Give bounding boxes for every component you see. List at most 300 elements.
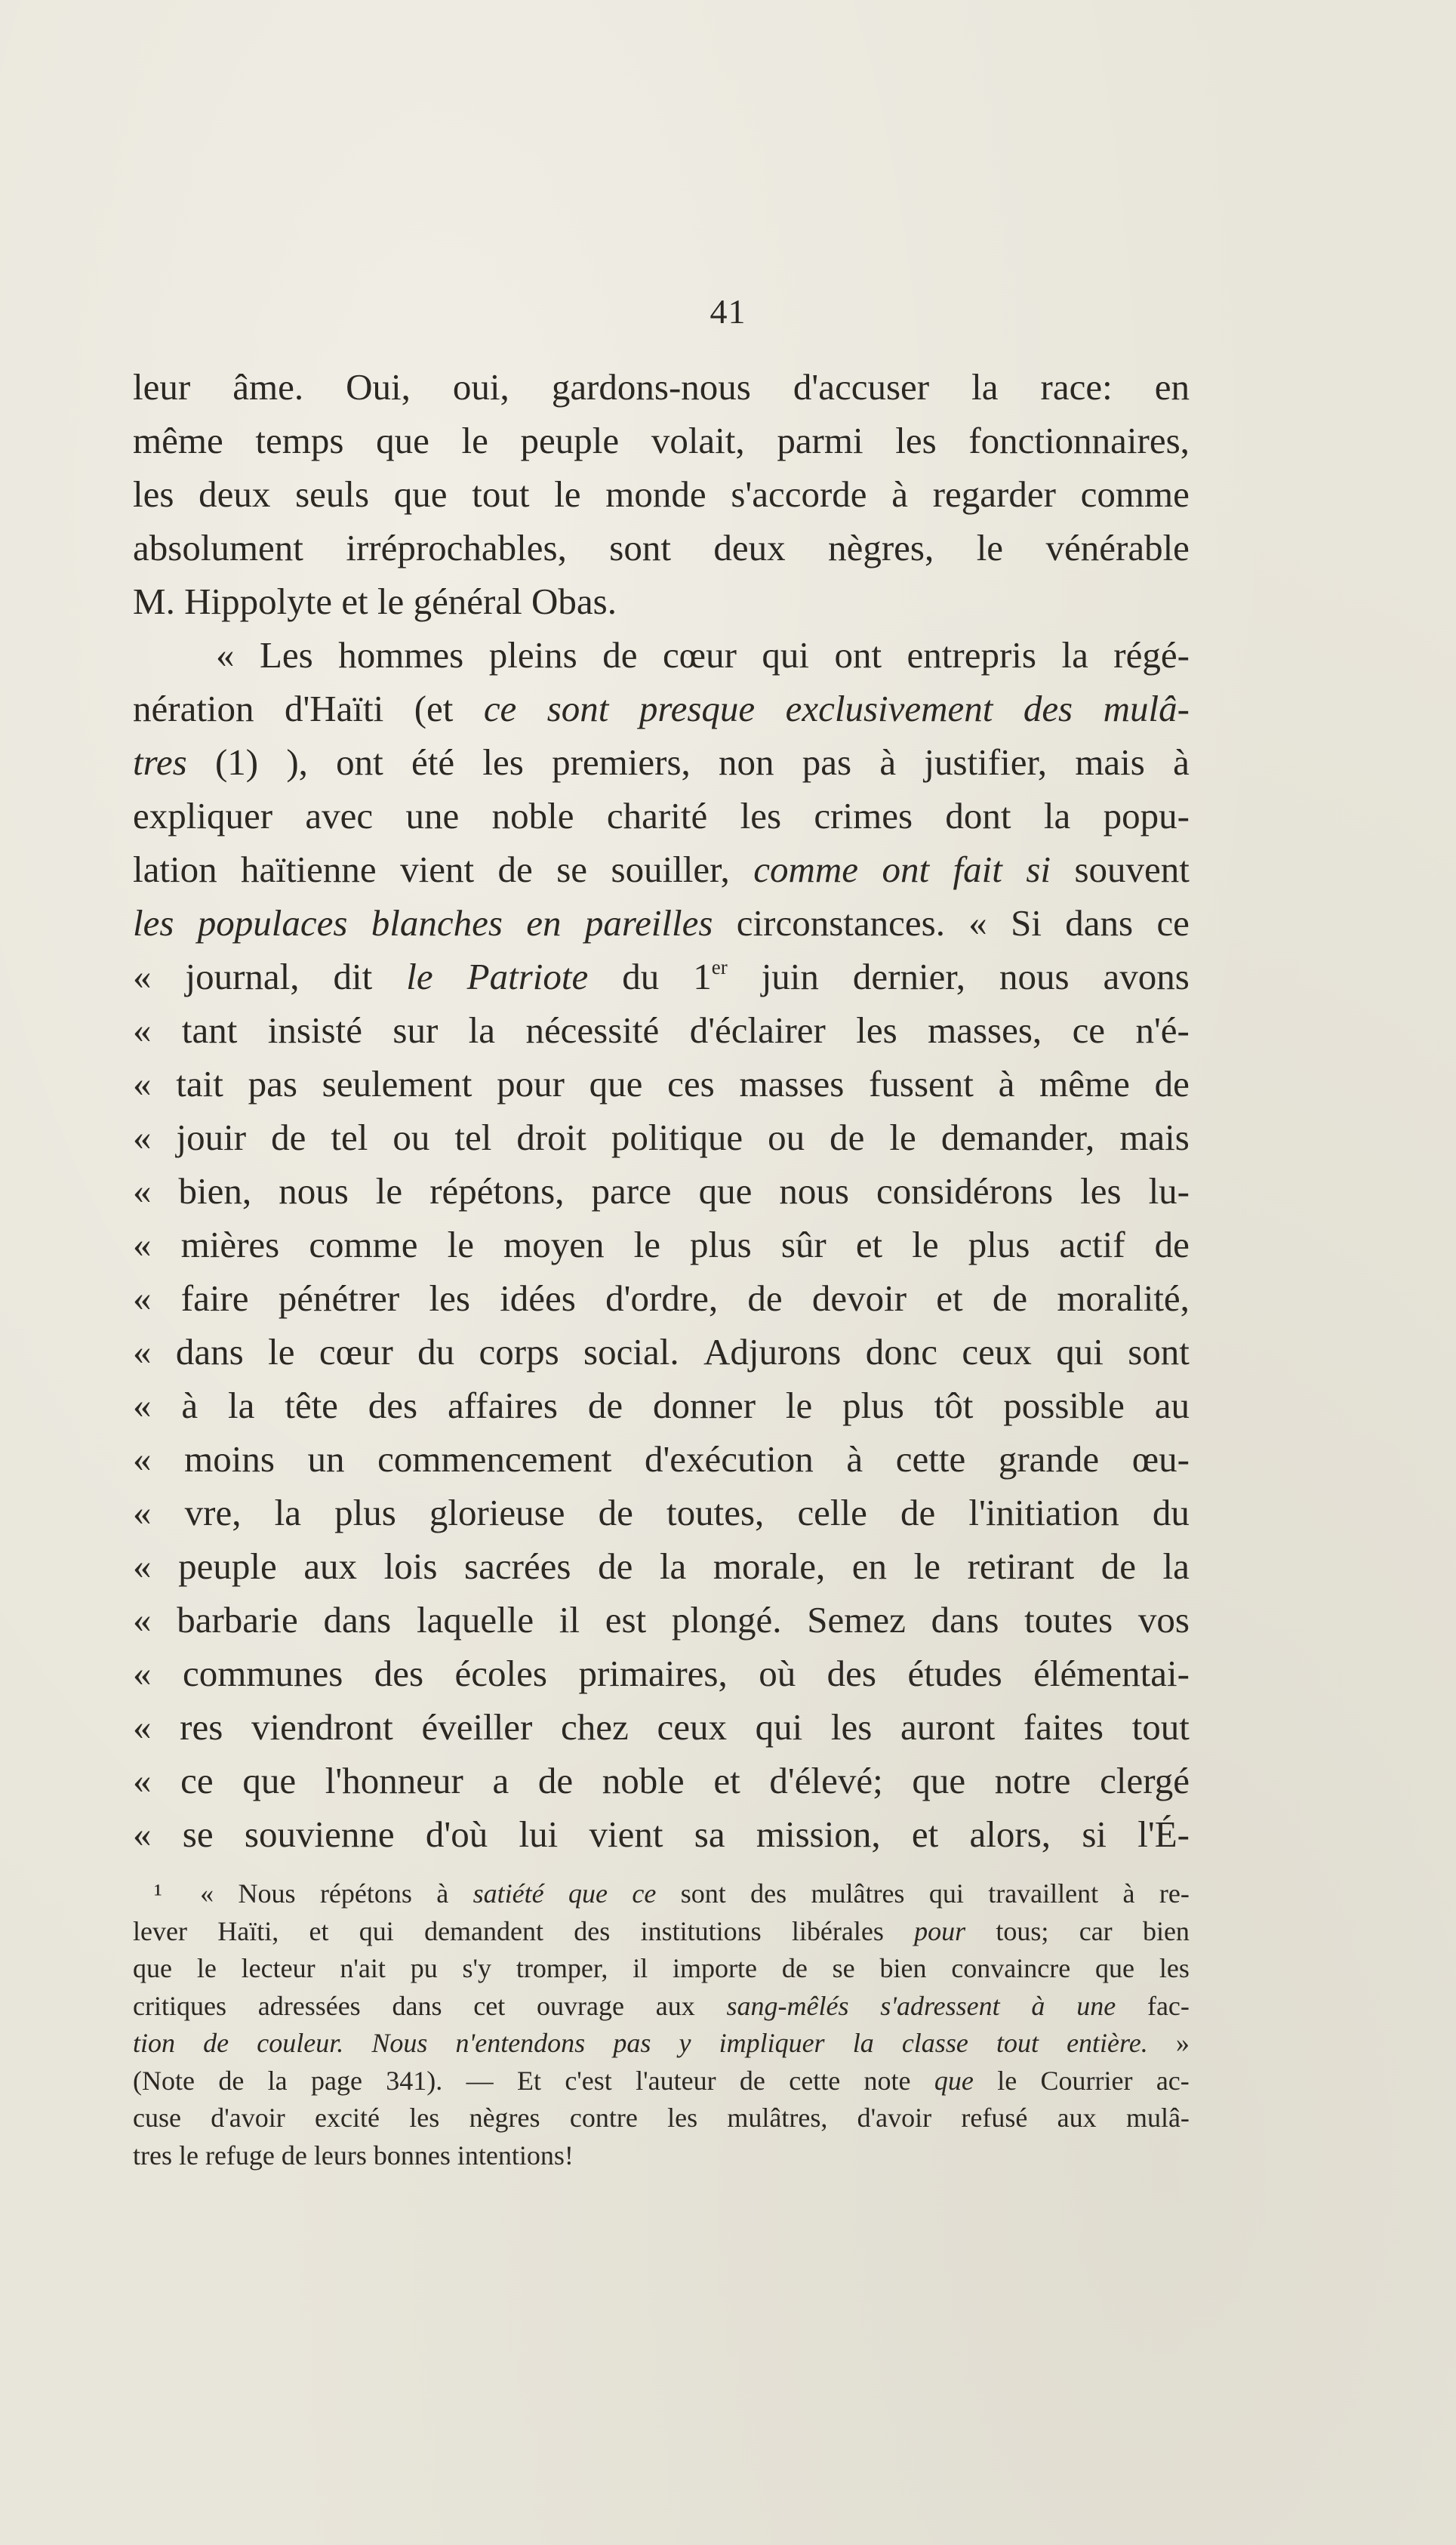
word: les xyxy=(1159,1953,1190,1983)
text-line xyxy=(133,1754,1190,1807)
word: peuple xyxy=(178,1545,277,1587)
word: cœur xyxy=(662,634,737,676)
word: pénétrer xyxy=(278,1277,400,1319)
word: « xyxy=(133,1331,152,1373)
word: les xyxy=(482,741,524,783)
word: « xyxy=(133,1545,152,1587)
word: satiété xyxy=(473,1878,544,1909)
word: primaires, xyxy=(578,1653,728,1694)
word: « xyxy=(133,1385,152,1426)
word: âme. xyxy=(232,366,304,408)
word: possible xyxy=(1003,1385,1125,1426)
footnote-line xyxy=(133,1875,1190,1913)
word: été xyxy=(411,741,455,783)
word: que xyxy=(934,2065,974,2096)
word: à xyxy=(436,1878,449,1909)
word: si xyxy=(1082,1813,1107,1855)
word: du xyxy=(622,956,660,997)
text-line xyxy=(133,1432,1190,1486)
word: auront xyxy=(900,1706,996,1748)
word: grande xyxy=(998,1438,1100,1480)
word: mais xyxy=(1119,1117,1190,1158)
word: ceux xyxy=(657,1706,727,1748)
word: Obas. xyxy=(531,581,617,622)
word: insisté xyxy=(267,1009,362,1051)
word: plus xyxy=(842,1385,904,1426)
word: la xyxy=(971,366,999,408)
word: le xyxy=(406,956,433,997)
word: deux xyxy=(713,527,786,568)
word: la xyxy=(1061,634,1088,676)
text-line xyxy=(133,1700,1190,1754)
word: aux xyxy=(1057,2103,1097,2133)
word: de xyxy=(598,1492,633,1533)
word: aux xyxy=(303,1545,358,1587)
word: comme xyxy=(309,1224,418,1265)
word: — xyxy=(466,2065,494,2096)
word: chez xyxy=(561,1706,629,1748)
word: sur xyxy=(392,1009,439,1051)
word: il xyxy=(633,1953,648,1983)
footnote-line xyxy=(133,1988,1190,2026)
word: des xyxy=(1023,688,1073,729)
word: répétons xyxy=(319,1878,412,1909)
word: importe xyxy=(673,1953,758,1983)
word: 341). xyxy=(386,2065,443,2096)
word: général xyxy=(413,581,522,622)
word: fac- xyxy=(1147,1990,1190,2021)
word: tait xyxy=(176,1063,223,1105)
word: les xyxy=(429,1277,470,1319)
word: cuse xyxy=(133,2103,181,2133)
text-line xyxy=(133,1325,1190,1379)
word: nous xyxy=(779,1170,849,1212)
word: qui xyxy=(928,1878,964,1909)
word: irréprochables, xyxy=(346,527,567,568)
word: popu- xyxy=(1103,795,1190,837)
word: de xyxy=(1154,1063,1190,1105)
word: le xyxy=(178,2140,199,2171)
word: et xyxy=(341,581,368,622)
text-line xyxy=(133,1218,1190,1271)
word: le xyxy=(461,420,488,461)
word: la xyxy=(659,1545,687,1587)
word: Adjurons xyxy=(703,1331,842,1373)
word: que xyxy=(568,1878,608,1909)
word: lever xyxy=(133,1915,187,1946)
word: c'est xyxy=(565,2065,612,2096)
word: tres xyxy=(133,2140,172,2171)
word: absolument xyxy=(133,527,303,568)
word: tout xyxy=(1131,1706,1190,1748)
word: les xyxy=(409,2103,440,2133)
word: que xyxy=(698,1170,753,1212)
word: ont xyxy=(336,741,383,783)
word: Et xyxy=(516,2065,541,2096)
word: à xyxy=(846,1438,863,1480)
word: convaincre xyxy=(951,1953,1071,1983)
footnote xyxy=(133,1875,1190,2174)
word: toutes xyxy=(1024,1599,1113,1641)
word: entière. xyxy=(1067,2028,1148,2058)
word: pour xyxy=(497,1063,565,1105)
word: tous; xyxy=(996,1915,1049,1946)
word: morale, xyxy=(713,1545,826,1587)
word: si xyxy=(1026,849,1051,890)
word: ce xyxy=(180,1760,214,1801)
word: la xyxy=(1162,1545,1190,1587)
word: « xyxy=(133,1117,152,1158)
word: à xyxy=(998,1063,1015,1105)
word: le xyxy=(268,1331,295,1373)
word: plus xyxy=(690,1224,752,1265)
word: de xyxy=(587,1385,623,1426)
word: « xyxy=(133,1599,152,1641)
word: politique xyxy=(611,1117,743,1158)
word: de xyxy=(900,1492,936,1533)
word: regarder xyxy=(932,473,1056,515)
word: ces xyxy=(667,1063,715,1105)
word: clergé xyxy=(1100,1760,1190,1801)
word: Oui, xyxy=(346,366,411,408)
word: de xyxy=(747,1277,783,1319)
word: pu xyxy=(410,1953,438,1983)
footnote-marker: ¹ xyxy=(154,1878,162,1909)
word: Courrier xyxy=(1040,2065,1133,2096)
word: « xyxy=(133,1760,152,1801)
word: le xyxy=(196,1953,217,1983)
word: en xyxy=(526,902,562,944)
word: se xyxy=(556,849,588,890)
word: cœur xyxy=(319,1331,393,1373)
word: sont xyxy=(1128,1331,1190,1373)
word: entrepris xyxy=(907,634,1036,676)
word: moyen xyxy=(503,1224,605,1265)
word: race: xyxy=(1040,366,1113,408)
word: « xyxy=(968,902,987,944)
word: pleins xyxy=(488,634,577,676)
word: libérales xyxy=(791,1915,884,1946)
word: les xyxy=(856,1009,897,1051)
word: est xyxy=(605,1599,647,1641)
word: pareilles xyxy=(584,902,713,944)
text-line xyxy=(133,1486,1190,1539)
word: avec xyxy=(305,795,374,837)
word: une xyxy=(1076,1990,1116,2021)
word: l'É- xyxy=(1137,1813,1190,1855)
word: adressées xyxy=(257,1990,361,2021)
word: des xyxy=(368,1385,418,1426)
word: « xyxy=(133,1009,152,1051)
word: pas xyxy=(802,741,852,783)
word: régé- xyxy=(1113,634,1190,676)
word: des xyxy=(374,1653,424,1694)
word: de xyxy=(271,1117,306,1158)
word: la xyxy=(274,1492,301,1533)
word: sont xyxy=(609,527,671,568)
word: souiller, xyxy=(611,849,730,890)
word: répétons, xyxy=(429,1170,565,1212)
word: même xyxy=(133,420,223,461)
word: le xyxy=(375,1170,403,1212)
word: de xyxy=(497,849,533,890)
word: notre xyxy=(994,1760,1071,1801)
text-line xyxy=(133,414,1190,467)
word: masses xyxy=(739,1063,845,1105)
word: de xyxy=(781,1953,808,1983)
word: l'honneur xyxy=(325,1760,463,1801)
word: a xyxy=(492,1760,509,1801)
word: même xyxy=(1039,1063,1130,1105)
page-number: 41 xyxy=(710,292,746,331)
word: des xyxy=(827,1653,876,1694)
word: fussent xyxy=(869,1063,974,1105)
word: études xyxy=(907,1653,1002,1694)
word: qui xyxy=(762,634,809,676)
footnote-line xyxy=(133,2100,1190,2137)
word: le xyxy=(554,473,581,515)
text-line xyxy=(133,1647,1190,1700)
word: tromper, xyxy=(516,1953,608,1983)
word: ou xyxy=(768,1117,805,1158)
word: Nous xyxy=(371,2028,428,2058)
word: dans xyxy=(323,1599,392,1641)
word: sûr xyxy=(780,1224,827,1265)
word: du xyxy=(1152,1492,1190,1533)
word: le xyxy=(997,2065,1017,2096)
text-line xyxy=(133,467,1190,521)
word: (et xyxy=(414,688,454,729)
word: barbarie xyxy=(177,1599,298,1641)
word: bien xyxy=(1142,1915,1190,1946)
word: seulement xyxy=(322,1063,473,1105)
text-line xyxy=(133,1003,1190,1057)
text-line xyxy=(133,1539,1190,1593)
word: impliquer xyxy=(719,2028,825,2058)
word: dont xyxy=(945,795,1011,837)
text-line xyxy=(133,682,1190,735)
word: de xyxy=(537,1760,574,1801)
word: 1er xyxy=(693,955,728,997)
word: actif xyxy=(1059,1224,1125,1265)
word: » xyxy=(1175,2028,1190,2058)
word: n'entendons xyxy=(455,2028,586,2058)
word: nécessité xyxy=(525,1009,660,1051)
word: oui, xyxy=(452,366,509,408)
word: (Note xyxy=(133,2065,195,2096)
word: une xyxy=(405,795,460,837)
word: lation xyxy=(133,849,217,890)
word: « xyxy=(133,1492,152,1533)
word: « xyxy=(133,1224,152,1265)
word: de xyxy=(992,1277,1028,1319)
word: Haïti, xyxy=(217,1915,279,1946)
word: mières xyxy=(180,1224,280,1265)
word: s'accorde xyxy=(731,473,867,515)
word: non xyxy=(719,741,774,783)
word: d'accuser xyxy=(793,366,930,408)
word: viendront xyxy=(251,1706,393,1748)
word: jouir xyxy=(176,1117,247,1158)
word: mulâ- xyxy=(1125,2103,1190,2133)
word: tôt xyxy=(934,1385,974,1426)
word: tel xyxy=(331,1117,368,1158)
word: en xyxy=(1154,366,1190,408)
word: vient xyxy=(400,849,475,890)
word: à xyxy=(1122,1878,1135,1909)
word: blanches xyxy=(371,902,503,944)
footnote-line xyxy=(133,2137,1190,2175)
word: du xyxy=(417,1331,455,1373)
text-line xyxy=(133,628,1190,682)
word: donner xyxy=(652,1385,756,1426)
word: ce xyxy=(483,688,517,729)
word: « xyxy=(133,1438,152,1480)
text-line xyxy=(133,360,1190,414)
word: nègres xyxy=(469,2103,540,2133)
word: celle xyxy=(797,1492,867,1533)
word: et xyxy=(936,1277,963,1319)
word: la xyxy=(1043,795,1071,837)
word: couleur. xyxy=(257,2028,344,2058)
word: Patriote xyxy=(466,956,589,997)
word: peuple xyxy=(520,420,620,461)
word: moralité, xyxy=(1057,1277,1190,1319)
word: « xyxy=(133,1653,152,1694)
word: ce xyxy=(1156,902,1190,944)
word: parce xyxy=(591,1170,672,1212)
word: ceux xyxy=(962,1331,1032,1373)
word: de xyxy=(598,1545,633,1587)
word: les xyxy=(895,420,937,461)
word: les xyxy=(667,2103,698,2133)
word: « xyxy=(133,1277,152,1319)
word: Nous xyxy=(238,1878,296,1909)
word: tel xyxy=(454,1117,492,1158)
word: travaillent xyxy=(988,1878,1099,1909)
footnote-line xyxy=(133,1950,1190,1988)
word: ce xyxy=(1072,1009,1106,1051)
text-line xyxy=(133,1271,1190,1325)
word: que xyxy=(1095,1953,1135,1983)
word: plus xyxy=(334,1492,396,1533)
word: au xyxy=(1154,1385,1190,1426)
word: pas xyxy=(613,2028,651,2058)
word: cette xyxy=(789,2065,841,2096)
word: cette xyxy=(895,1438,966,1480)
word: volait, xyxy=(651,420,745,461)
word: de xyxy=(218,2065,245,2096)
word: que xyxy=(133,1953,172,1983)
word: de xyxy=(1154,1224,1190,1265)
word: communes xyxy=(182,1653,343,1694)
word: faites xyxy=(1023,1706,1104,1748)
word: à xyxy=(181,1385,199,1426)
word: d'Haïti xyxy=(284,688,384,729)
word: tête xyxy=(285,1385,338,1426)
word: « xyxy=(216,634,235,676)
word: alors, xyxy=(969,1813,1051,1855)
word: note xyxy=(863,2065,911,2096)
word: les xyxy=(1080,1170,1122,1212)
word: vre, xyxy=(184,1492,242,1533)
word: dit xyxy=(333,956,373,997)
word: le xyxy=(913,1545,941,1587)
word: souvienne xyxy=(244,1813,395,1855)
word: contre xyxy=(569,2103,638,2133)
word: commencement xyxy=(377,1438,612,1480)
word: et xyxy=(855,1224,883,1265)
text-line xyxy=(133,575,1190,628)
word: circonstances. xyxy=(736,902,945,944)
word: exclusivement xyxy=(785,688,993,729)
word: refusé xyxy=(961,2103,1028,2133)
word: d'où xyxy=(425,1813,488,1855)
word: sont xyxy=(546,688,609,729)
text-line xyxy=(133,1164,1190,1218)
word: ouvrage xyxy=(537,1990,624,2021)
word: s'adressent xyxy=(880,1990,1000,2021)
word: donc xyxy=(865,1331,937,1373)
word: éveiller xyxy=(421,1706,533,1748)
word: le xyxy=(889,1117,916,1158)
word: ce xyxy=(632,1878,657,1909)
word: bien xyxy=(879,1953,927,1983)
word: se xyxy=(832,1953,855,1983)
text-line xyxy=(133,1379,1190,1432)
text-line xyxy=(133,843,1190,896)
text-line xyxy=(133,1057,1190,1111)
word: glorieuse xyxy=(429,1492,565,1533)
word: plongé. xyxy=(671,1599,782,1641)
word: res xyxy=(180,1706,223,1748)
word: charité xyxy=(606,795,708,837)
word: la xyxy=(227,1385,255,1426)
word: intentions! xyxy=(457,2140,574,2171)
word: faire xyxy=(180,1277,249,1319)
word: la xyxy=(267,2065,288,2096)
word: tout xyxy=(996,2028,1039,2058)
word: des xyxy=(574,1915,611,1946)
word: s'y xyxy=(462,1953,492,1983)
word: sont xyxy=(680,1878,726,1909)
word: d'ordre, xyxy=(605,1277,719,1319)
word: le xyxy=(377,581,405,622)
word: le xyxy=(912,1224,939,1265)
word: mais xyxy=(1075,741,1145,783)
word: à xyxy=(1031,1990,1045,2021)
word: à xyxy=(879,741,897,783)
word: d'avoir xyxy=(857,2103,932,2133)
word: « xyxy=(133,1063,152,1105)
word: page xyxy=(310,2065,362,2096)
word: qui xyxy=(755,1706,803,1748)
word: lecteur xyxy=(241,1953,316,1983)
word: parmi xyxy=(777,420,863,461)
word: journal, xyxy=(185,956,300,997)
word: n'ait xyxy=(340,1953,386,1983)
word: que xyxy=(242,1760,297,1801)
footnote-line xyxy=(133,2025,1190,2063)
word: lui xyxy=(519,1813,559,1855)
word: devoir xyxy=(811,1277,907,1319)
word: ont xyxy=(834,634,882,676)
word: mulâtres xyxy=(811,1878,905,1909)
word: nération xyxy=(133,688,254,729)
word: leurs xyxy=(313,2140,367,2171)
word: re- xyxy=(1159,1878,1190,1909)
word: élémentai- xyxy=(1033,1653,1190,1694)
